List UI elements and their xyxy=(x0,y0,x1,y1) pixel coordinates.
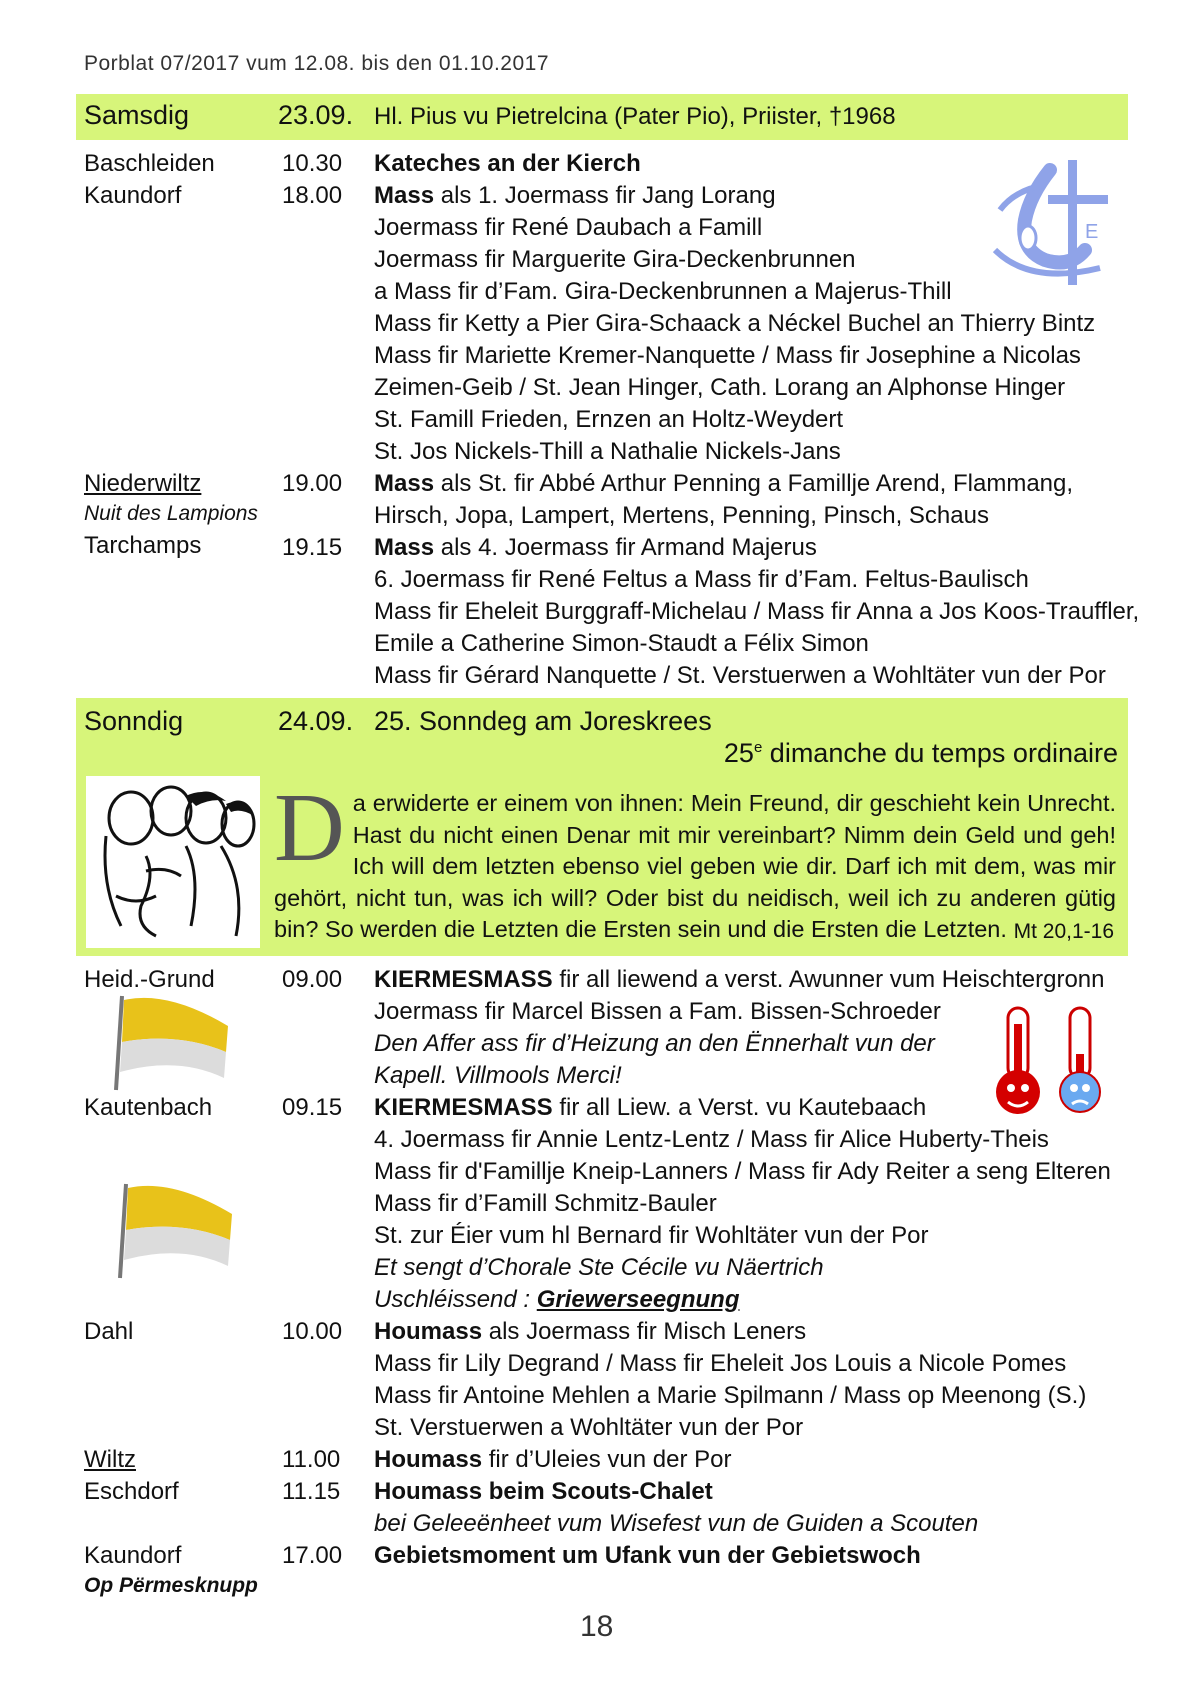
place-kaundorf: Kaundorf xyxy=(84,1542,182,1569)
day-date: 23.09. xyxy=(278,100,354,130)
entry-line xyxy=(374,964,1105,996)
time: 17.00 xyxy=(282,1542,343,1569)
place-tarchamps: Tarchamps xyxy=(84,532,202,559)
entry-text: fir all liewend a verst. Awunner vum Heischtergronn xyxy=(552,966,1105,993)
entry-line: St. zur Éier vum hl Bernard fir Wohltäter vun der Por xyxy=(374,1222,929,1249)
entry-line: Zeimen-Geib / St. Jean Hinger, Cath. Lorang an Alphonse Hinger xyxy=(374,374,1066,401)
page-header: Porblat 07/2017 vum 12.08. bis den 01.10.2017 xyxy=(84,52,549,75)
day-feast: 25. Sonndeg am Joreskrees xyxy=(374,706,712,736)
gospel-quote-text xyxy=(274,774,1116,946)
entry-note: Den Affer ass fir d’Heizung an den Ënnerhalt vun der xyxy=(374,1030,935,1057)
svg-text:E: E xyxy=(1085,221,1099,243)
entry-line: 4. Joermass fir Annie Lentz-Lentz / Mass fir Alice Huberty-Theis xyxy=(374,1126,1049,1153)
entry-title: Mass xyxy=(374,182,435,209)
day-header-saturday xyxy=(76,94,1128,140)
time: 10.00 xyxy=(282,1318,343,1345)
entry-line: St. Famill Frieden, Ernzen an Holtz-Weydert xyxy=(374,406,844,433)
entry-line: Mass fir Gérard Nanquette / St. Verstuerwen a Wohltäter vun der Por xyxy=(374,662,1106,689)
place-kautenbach: Kautenbach xyxy=(84,1094,213,1121)
place-niederwiltz: Niederwiltz xyxy=(84,470,202,497)
gospel-quote-box xyxy=(76,768,1128,956)
papal-flag-icon xyxy=(108,992,248,1092)
entry-text: als Joermass fir Misch Leners xyxy=(482,1318,807,1345)
entry-note: Uschléissend : Griewerseegnung xyxy=(374,1286,740,1313)
entry-note: bei Geleeënheet vum Wisefest vun de Guiden a Scouten xyxy=(374,1510,979,1537)
entry-title: KIERMESMASS xyxy=(374,1094,553,1121)
entry-line: Mass fir d'Famillje Kneip-Lanners / Mass fir Ady Reiter a seng Elteren xyxy=(374,1158,1111,1185)
entry-line xyxy=(374,468,1073,500)
entry-title: Houmass beim Scouts-Chalet xyxy=(374,1478,713,1505)
day-name: Sonndig xyxy=(84,706,184,736)
place-note: Nuit des Lampions xyxy=(84,502,258,525)
entry-title: Mass xyxy=(374,470,435,497)
page-number: 18 xyxy=(580,1610,614,1643)
papal-flag-icon xyxy=(112,1180,252,1280)
place-wiltz: Wiltz xyxy=(84,1446,136,1473)
entry-line: Mass fir Mariette Kremer-Nanquette / Mass fir Josephine a Nicolas xyxy=(374,342,1081,369)
entry-line: Mass fir d’Famill Schmitz-Bauler xyxy=(374,1190,717,1217)
cate-logo-icon xyxy=(990,150,1120,290)
entry-line: Joermass fir René Daubach a Famill xyxy=(374,214,763,241)
time: 18.00 xyxy=(282,182,343,209)
day-date: 24.09. xyxy=(278,706,354,736)
gospel-reference: Mt 20,1-16 xyxy=(1013,920,1114,943)
workers-drawing-icon xyxy=(86,776,260,948)
place-heid-grund: Heid.-Grund xyxy=(84,966,215,993)
entry-line: Mass fir Antoine Mehlen a Marie Spilmann / Mass op Meenong (S.) xyxy=(374,1382,1087,1409)
time: 19.00 xyxy=(282,470,343,497)
entry-line: a Mass fir d’Fam. Gira-Deckenbrunnen a Majerus-Thill xyxy=(374,278,952,305)
entry-text: als 4. Joermass fir Armand Majerus xyxy=(434,534,817,561)
time: 19.15 xyxy=(282,534,343,561)
entry-title: Gebietsmoment um Ufank vun der Gebietswoch xyxy=(374,1542,921,1569)
entry-title: Mass xyxy=(374,534,435,561)
entry-note: Kapell. Villmools Merci! xyxy=(374,1062,622,1089)
time: 11.15 xyxy=(282,1478,341,1505)
quote-body: a erwiderte er einem von ihnen: Mein Freund, dir geschieht kein Unrecht. Hast du nicht einen Denar mit mir vereinbart? Nimm dein Geld und geh! Ich will dem letzten ebenso viel geben wie dir. Darf ich mit dem, was mir gehört, nicht tun, was ich will? Oder bist du neidisch, weil ich zu anderen gütig bin? So werden die Letzten die Ersten sein und die Ersten die Letzten. xyxy=(274,790,1116,942)
entry-line: Emile a Catherine Simon-Staudt a Félix Simon xyxy=(374,630,869,657)
thermometer-hot-icon xyxy=(990,1004,1120,1124)
entry-title: KIERMESMASS xyxy=(374,966,553,993)
place-kaundorf: Kaundorf xyxy=(84,182,182,209)
entry-line xyxy=(374,532,817,564)
entry-line xyxy=(374,1316,806,1348)
entry-line xyxy=(374,1444,731,1476)
time: 09.00 xyxy=(282,966,343,993)
time: 11.00 xyxy=(282,1446,341,1473)
entry-note: Et sengt d’Chorale Ste Cécile vu Näertrich xyxy=(374,1254,824,1281)
entry-title: Houmass xyxy=(374,1318,483,1345)
entry-line xyxy=(374,180,776,212)
place-eschdorf: Eschdorf xyxy=(84,1478,179,1505)
place-dahl: Dahl xyxy=(84,1318,134,1345)
entry-text: als 1. Joermass fir Jang Lorang xyxy=(434,182,776,209)
entry-line: 6. Joermass fir René Feltus a Mass fir d’Fam. Feltus-Baulisch xyxy=(374,566,1029,593)
place-baschleiden: Baschleiden xyxy=(84,150,215,177)
time: 10.30 xyxy=(282,150,343,177)
time: 09.15 xyxy=(282,1094,343,1121)
entry-line: St. Jos Nickels-Thill a Nathalie Nickels-Jans xyxy=(374,438,841,465)
day-feast-fr: 25e dimanche du temps ordinaire xyxy=(723,738,1118,768)
day-header-sunday xyxy=(76,698,1128,768)
entry-title: Kateches an der Kierch xyxy=(374,150,641,177)
entry-text: fir all Liew. a Verst. vu Kautebaach xyxy=(552,1094,927,1121)
dropcap: D xyxy=(274,774,345,882)
entry-title: Houmass xyxy=(374,1446,483,1473)
entry-line: Mass fir Ketty a Pier Gira-Schaack a Néckel Buchel an Thierry Bintz xyxy=(374,310,1096,337)
entry-text: als St. fir Abbé Arthur Penning a Famillje Arend, Flammang, xyxy=(434,470,1074,497)
entry-line: St. Verstuerwen a Wohltäter vun der Por xyxy=(374,1414,804,1441)
entry-line: Joermass fir Marcel Bissen a Fam. Bissen-Schroeder xyxy=(374,998,941,1025)
entry-line: Joermass fir Marguerite Gira-Deckenbrunnen xyxy=(374,246,856,273)
entry-line: Mass fir Eheleit Burggraff-Michelau / Mass fir Anna a Jos Koos-Trauffler, xyxy=(374,598,1140,625)
entry-text: fir d’Uleies vun der Por xyxy=(482,1446,732,1473)
entry-line: Mass fir Lily Degrand / Mass fir Eheleit Jos Louis a Nicole Pomes xyxy=(374,1350,1067,1377)
place-note: Op Përmesknupp xyxy=(84,1574,258,1597)
entry-line xyxy=(374,1092,926,1124)
entry-line: Hirsch, Jopa, Lampert, Mertens, Penning, Pinsch, Schaus xyxy=(374,502,989,529)
day-feast: Hl. Pius vu Pietrelcina (Pater Pio), Priister, †1968 xyxy=(374,103,896,130)
day-name: Samsdig xyxy=(84,100,190,130)
